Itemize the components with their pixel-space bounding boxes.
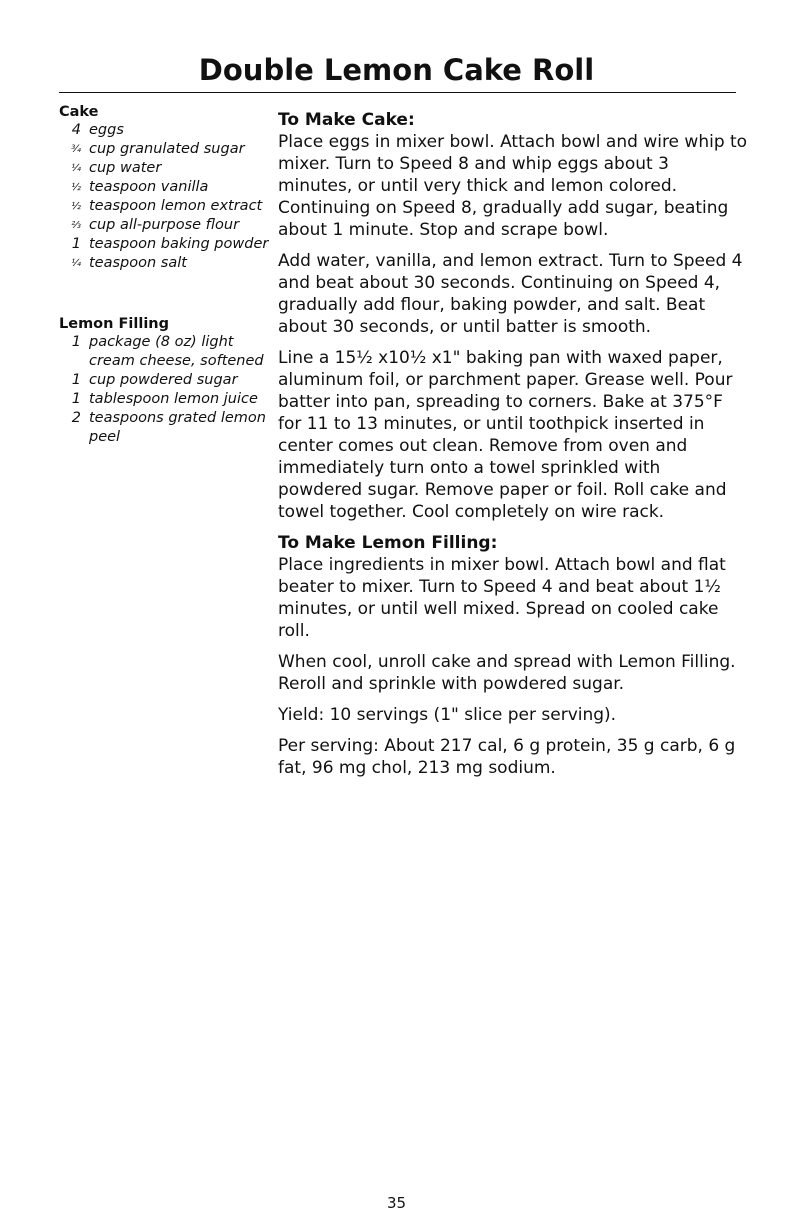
make-cake-paragraph: Place eggs in mixer bowl. Attach bowl and wire whip to mixer. Turn to Speed 8 and whip eggs about 3 minutes, or until very thick and lemon colored. Continuing on Speed 8, gradually add sugar, beating about 1 minute. Stop and scrape bowl. bbox=[278, 132, 748, 240]
ingredient-item bbox=[59, 235, 269, 254]
ingredient-quantity: 4 bbox=[71, 122, 81, 138]
ingredient-item bbox=[59, 197, 269, 216]
ingredient-text: cup water bbox=[89, 160, 162, 176]
ingredient-item bbox=[59, 159, 269, 178]
make-filling-heading: To Make Lemon Filling: bbox=[278, 533, 498, 553]
filling-heading: Lemon Filling bbox=[59, 316, 170, 332]
directions-column bbox=[278, 109, 748, 779]
page-number: 35 bbox=[386, 1194, 407, 1212]
ingredient-quantity: ½ bbox=[71, 201, 81, 212]
ingredient-item bbox=[59, 216, 269, 235]
ingredient-quantity: 1 bbox=[71, 334, 81, 350]
nutrition-text: Per serving: About 217 cal, 6 g protein, 35 g carb, 6 g fat, 96 mg chol, 213 mg sodium. bbox=[278, 736, 736, 778]
ingredient-item bbox=[59, 371, 269, 390]
filling-ingredient-list bbox=[59, 333, 269, 447]
make-cake-paragraph: Add water, vanilla, and lemon extract. Turn to Speed 4 and beat about 30 seconds. Continuing on Speed 4, gradually add flour, baking powder, and salt. Beat about 30 seconds, or until batter is smooth. bbox=[278, 251, 743, 337]
ingredient-text: cup granulated sugar bbox=[89, 141, 245, 157]
ingredient-item bbox=[59, 178, 269, 197]
ingredient-item bbox=[59, 254, 269, 273]
page-title: Double Lemon Cake Roll bbox=[198, 53, 595, 87]
cake-ingredient-list bbox=[59, 121, 269, 273]
ingredient-quantity: ⅔ bbox=[71, 220, 81, 231]
ingredient-item bbox=[59, 390, 269, 409]
yield-text: Yield: 10 servings (1" slice per serving). bbox=[278, 705, 617, 725]
ingredient-text: teaspoon baking powder bbox=[89, 236, 269, 252]
title-rule bbox=[59, 92, 736, 93]
ingredients-column bbox=[59, 103, 269, 447]
make-cake-heading: To Make Cake: bbox=[278, 110, 415, 130]
ingredient-quantity: ½ bbox=[71, 182, 81, 193]
make-filling-paragraph: Place ingredients in mixer bowl. Attach bowl and flat beater to mixer. Turn to Speed 4 and beat about 1½ minutes, or until well mixed. Spread on cooled cake roll. bbox=[278, 555, 726, 641]
ingredient-item bbox=[59, 333, 269, 371]
ingredient-quantity: 1 bbox=[71, 236, 81, 252]
ingredient-quantity: ¼ bbox=[71, 163, 81, 174]
ingredient-text: teaspoon vanilla bbox=[89, 179, 209, 195]
ingredient-text: cup powdered sugar bbox=[89, 372, 238, 388]
ingredient-text: cup all-purpose flour bbox=[89, 217, 240, 233]
ingredient-quantity: ¾ bbox=[71, 144, 81, 155]
make-cake-paragraph: Line a 15½ x10½ x1" baking pan with waxed paper, aluminum foil, or parchment paper. Grease well. Pour batter into pan, spreading to corners. Bake at 375°F for 11 to 13 minutes, or until toothpick inserted in center comes out clean. Remove from oven and immediately turn onto a towel sprinkled with powdered sugar. Remove paper or foil. Roll cake and towel together. Cool completely on wire rack. bbox=[278, 348, 733, 522]
ingredient-quantity: 1 bbox=[71, 372, 81, 388]
make-filling-paragraph: When cool, unroll cake and spread with Lemon Filling. Reroll and sprinkle with powdered sugar. bbox=[278, 652, 736, 694]
ingredient-text: tablespoon lemon juice bbox=[89, 391, 258, 407]
ingredient-item bbox=[59, 409, 269, 447]
ingredient-quantity: 2 bbox=[71, 410, 81, 426]
ingredient-quantity: ¼ bbox=[71, 258, 81, 269]
ingredient-text: package (8 oz) light cream cheese, softened bbox=[89, 334, 264, 369]
ingredient-text: eggs bbox=[89, 122, 124, 138]
cake-heading: Cake bbox=[59, 104, 99, 120]
ingredient-quantity: 1 bbox=[71, 391, 81, 407]
ingredient-item bbox=[59, 140, 269, 159]
ingredient-item bbox=[59, 121, 269, 140]
ingredient-text: teaspoons grated lemon peel bbox=[89, 410, 266, 445]
ingredient-text: teaspoon salt bbox=[89, 255, 187, 271]
ingredient-text: teaspoon lemon extract bbox=[89, 198, 263, 214]
